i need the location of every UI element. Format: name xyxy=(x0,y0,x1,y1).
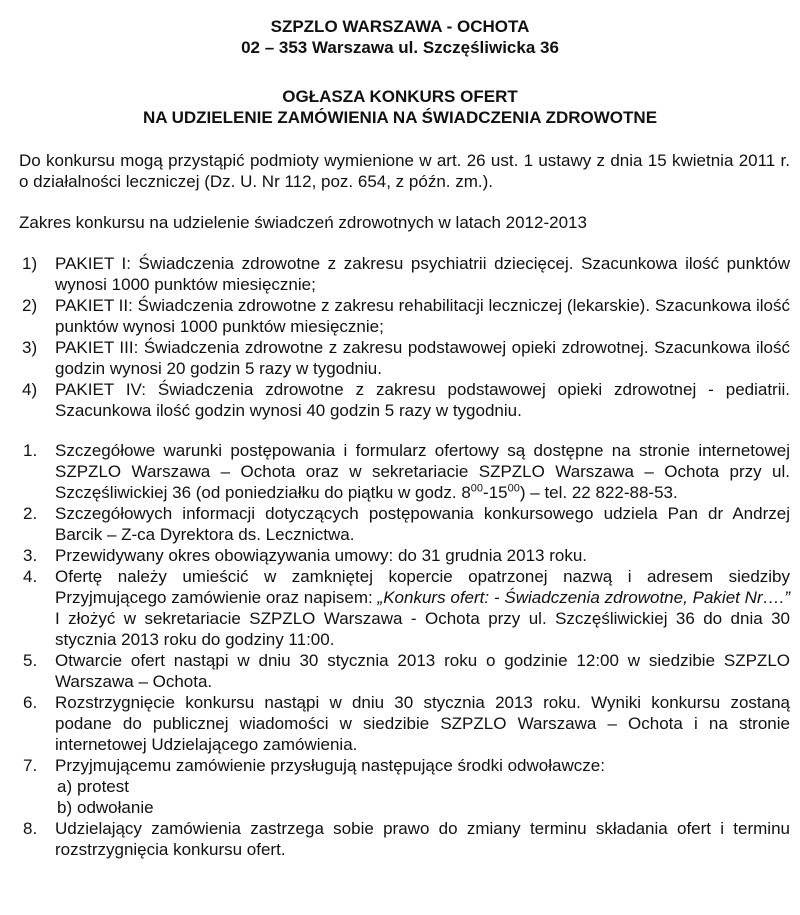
condition-text-submission: I złożyć w sekretariacie SZPZLO Warszawa - Ochota przy ul. Szczęśliwickiej 36 do dnia 30 stycznia 2013 roku do godziny 11:00. xyxy=(55,609,790,649)
condition-number: 8. xyxy=(23,819,38,838)
condition-text: Szczegółowych informacji dotyczących postępowania konkursowego udziela Pan dr Andrzej Barcik – Z-ca Dyrektora ds. Lecznictwa. xyxy=(55,504,790,544)
scope-paragraph: Zakres konkursu na udzielenie świadczeń zdrowotnych w latach 2012-2013 xyxy=(19,213,587,232)
package-item-4 xyxy=(19,379,790,421)
package-list xyxy=(19,253,790,421)
condition-number: 3. xyxy=(23,546,38,565)
hours-start: 8 xyxy=(461,483,471,502)
hours-end: 15 xyxy=(488,483,508,502)
package-number: 1) xyxy=(22,254,38,273)
condition-number: 2. xyxy=(23,504,38,523)
appeal-measure-protest xyxy=(19,776,790,797)
condition-text: Udzielający zamówienia zastrzega sobie prawo do zmiany terminu składania ofert i terminu rozstrzygnięcia konkursu ofert. xyxy=(55,819,790,859)
package-text: PAKIET III: Świadczenia zdrowotne z zakresu podstawowej opieki zdrowotnej. Szacunkowa ilość godzin wynosi 20 godzin 5 razy w tygodniu. xyxy=(55,338,790,378)
package-number: 4) xyxy=(22,380,38,399)
condition-item-6 xyxy=(19,692,790,755)
package-text: PAKIET IV: Świadczenia zdrowotne z zakresu podstawowej opieki zdrowotnej - pediatrii. Szacunkowa ilość godzin wynosi 40 godzin 5 razy w tygodniu. xyxy=(55,380,790,420)
condition-number: 5. xyxy=(23,651,38,670)
package-item-1 xyxy=(19,253,790,295)
condition-text-phone: ) – tel. 22 822-88-53. xyxy=(519,483,678,502)
conditions-list-continued xyxy=(19,818,790,860)
envelope-label: „Konkurs ofert: - Świadczenia zdrowotne, Pakiet Nr….” xyxy=(377,588,790,607)
appeal-letter: a) xyxy=(57,777,73,796)
condition-text: Szczegółowe warunki postępowania i formularz ofertowy są dostępne na stronie internetowej SZPZLO Warszawa – Ochota oraz w sekretariacie SZPZLO Warszawa – Ochota przy ul. Szczęśliwickiej 36 (od poniedziałku do piątku w godz. xyxy=(55,441,790,502)
condition-item-7 xyxy=(19,755,790,776)
conditions-list xyxy=(19,440,790,776)
condition-text: Ofertę należy umieścić w zamkniętej kopercie opatrzonej nazwą i adresem siedziby Przyjmującego zamówienie oraz napisem: xyxy=(55,567,790,607)
condition-number: 7. xyxy=(23,756,38,775)
condition-item-4 xyxy=(19,566,790,650)
appeal-text: odwołanie xyxy=(77,798,154,817)
intro-paragraph: Do konkursu mogą przystąpić podmioty wymienione w art. 26 ust. 1 ustawy z dnia 15 kwietnia 2011 r. o działalności leczniczej (Dz. U. Nr 112, poz. 654, z późn. zm.). xyxy=(19,151,790,191)
condition-item-2 xyxy=(19,503,790,545)
package-item-3 xyxy=(19,337,790,379)
organization-address: 02 – 353 Warszawa ul. Szczęśliwicka 36 xyxy=(241,38,559,57)
announcement-body xyxy=(0,150,800,860)
appeal-letter: b) xyxy=(57,798,73,817)
condition-text: Rozstrzygnięcie konkursu nastąpi w dniu 30 stycznia 2013 roku. Wyniki konkursu zostaną podane do publicznej wiadomości w siedzibie SZPZLO Warszawa – Ochota i na stronie internetowej Udzielającego zamówienia. xyxy=(55,693,790,754)
hours-dash: - xyxy=(483,483,489,502)
package-text: PAKIET II: Świadczenia zdrowotne z zakresu rehabilitacji leczniczej (lekarskie). Szacunkowa ilość punktów wynosi 1000 punktów miesięcznie; xyxy=(55,296,790,336)
package-number: 2) xyxy=(22,296,38,315)
condition-number: 4. xyxy=(23,567,38,586)
condition-item-5 xyxy=(19,650,790,692)
appeal-measures-list xyxy=(19,776,790,818)
condition-number: 6. xyxy=(23,693,38,712)
hours-end-minutes: 00 xyxy=(507,482,520,495)
condition-text: Otwarcie ofert nastąpi w dniu 30 stycznia 2013 roku o godzinie 12:00 w siedzibie SZPZLO Warszawa – Ochota. xyxy=(55,651,790,691)
hours-start-minutes: 00 xyxy=(470,482,484,495)
appeal-measure-odwolanie xyxy=(19,797,790,818)
package-item-2 xyxy=(19,295,790,337)
condition-text: Przewidywany okres obowiązywania umowy: do 31 grudnia 2013 roku. xyxy=(55,546,588,565)
appeal-text: protest xyxy=(77,777,129,796)
condition-number: 1. xyxy=(23,441,38,460)
package-number: 3) xyxy=(22,338,38,357)
organization-name: SZPZLO WARSZAWA - OCHOTA xyxy=(270,17,530,36)
condition-item-8 xyxy=(19,818,790,860)
condition-item-1 xyxy=(19,440,790,503)
announcement-title-line-1: OGŁASZA KONKURS OFERT xyxy=(282,87,518,106)
package-text: PAKIET I: Świadczenia zdrowotne z zakresu psychiatrii dziecięcej. Szacunkowa ilość punktów wynosi 1000 punktów miesięcznie; xyxy=(55,254,790,294)
condition-item-3 xyxy=(19,545,790,566)
condition-text: Przyjmującemu zamówienie przysługują następujące środki odwoławcze: xyxy=(55,756,605,775)
announcement-title-line-2: NA UDZIELENIE ZAMÓWIENIA NA ŚWIADCZENIA ZDROWOTNE xyxy=(142,108,658,127)
